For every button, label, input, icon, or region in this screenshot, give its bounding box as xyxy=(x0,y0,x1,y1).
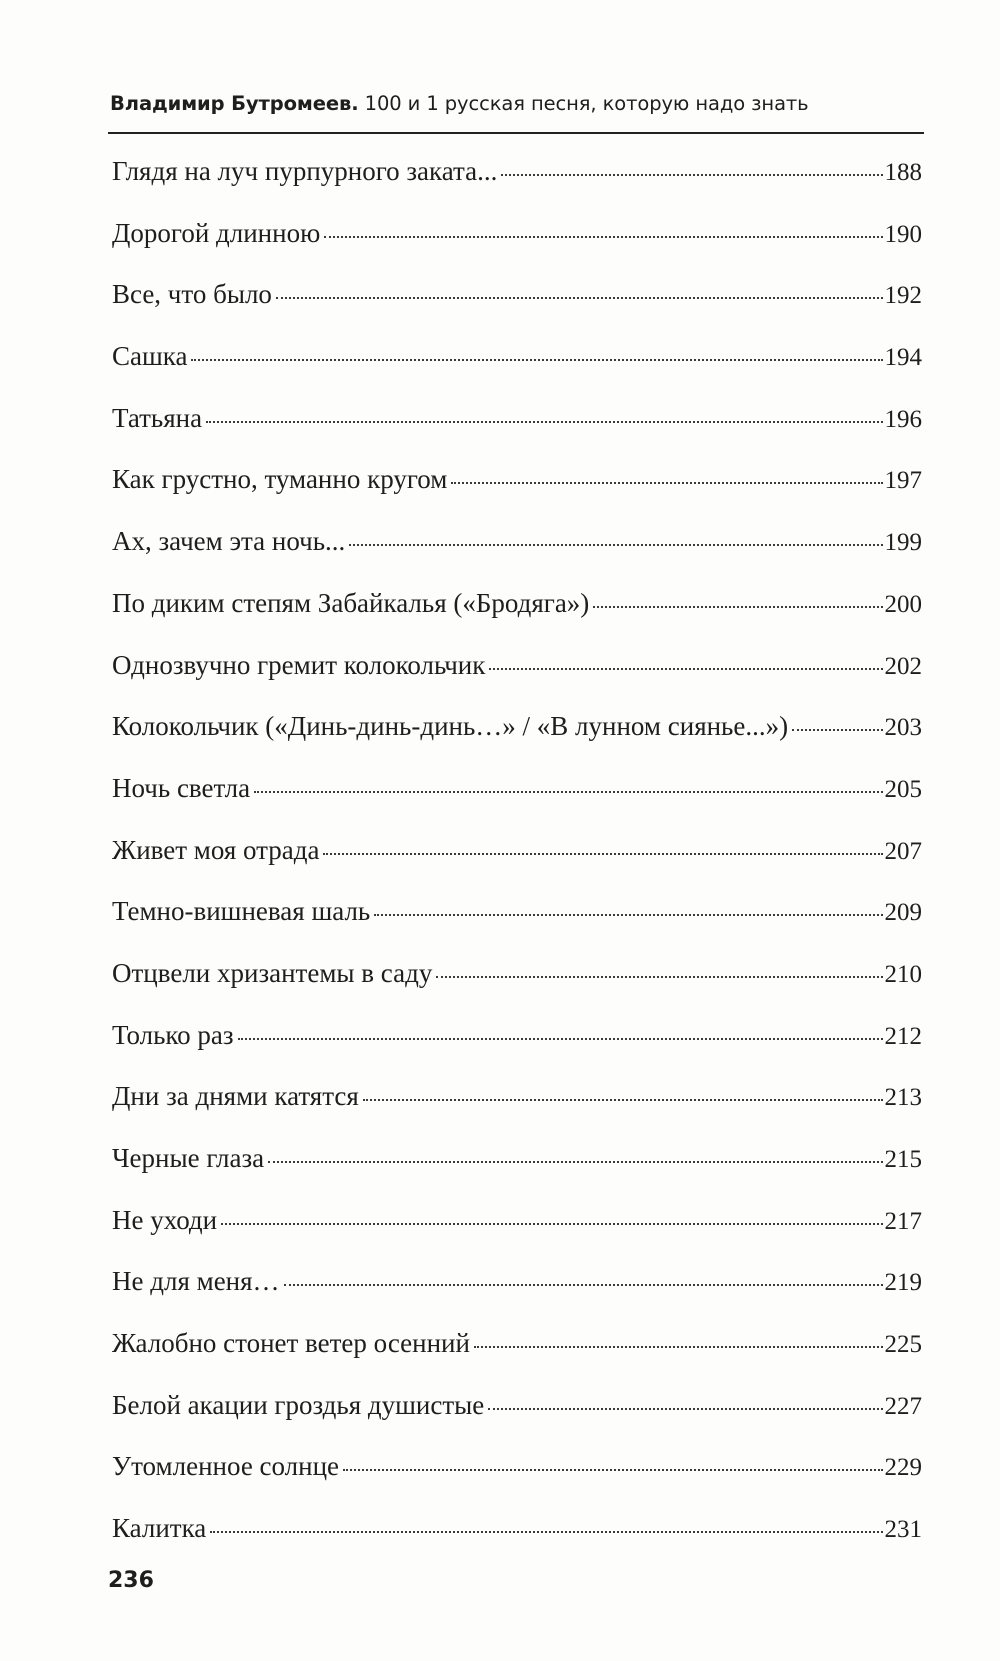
dot-leader xyxy=(343,1469,882,1471)
dot-leader xyxy=(206,421,882,423)
toc-entry xyxy=(112,583,922,645)
dot-leader xyxy=(489,668,882,670)
toc-entry-page: 197 xyxy=(884,467,922,495)
toc-entry xyxy=(112,1076,922,1138)
page-number: 236 xyxy=(108,1568,154,1593)
toc-entry-title: Темно-вишневая шаль xyxy=(112,896,371,927)
toc-entry xyxy=(112,521,922,583)
toc-entry-title: Отцвели хризантемы в саду xyxy=(112,957,433,988)
toc-entry-title: Колокольчик («Динь-динь-динь…» / «В лунном сиянье...») xyxy=(112,711,789,742)
toc-entry-page: 207 xyxy=(884,837,922,865)
header-rule xyxy=(108,132,924,134)
dot-leader xyxy=(284,1284,883,1286)
toc-entry-title: Черные глаза xyxy=(112,1143,265,1173)
toc-entry xyxy=(112,830,922,892)
toc-entry xyxy=(112,398,922,460)
toc-entry xyxy=(112,1508,922,1570)
toc-entry-page: 190 xyxy=(884,220,922,248)
toc-entry-title: Дни за днями катятся xyxy=(112,1081,359,1112)
dot-leader xyxy=(238,1038,883,1040)
dot-leader xyxy=(276,297,883,299)
toc-entry xyxy=(112,213,922,275)
toc-entry-title: Только раз xyxy=(112,1019,234,1050)
toc-entry-page: 196 xyxy=(884,405,922,433)
toc-entry-page: 209 xyxy=(884,899,922,927)
dot-leader xyxy=(191,359,882,361)
toc-entry-page: 194 xyxy=(884,344,922,372)
toc-entry xyxy=(112,151,922,213)
toc-entry xyxy=(112,459,922,521)
dot-leader xyxy=(451,482,882,484)
running-header xyxy=(110,92,809,115)
dot-leader xyxy=(488,1408,882,1410)
toc-entry-page: 203 xyxy=(884,714,922,742)
dot-leader xyxy=(324,236,882,238)
dot-leader xyxy=(593,606,882,608)
toc-entry xyxy=(112,1323,922,1385)
toc-entry xyxy=(112,1385,922,1447)
toc-entry-page: 188 xyxy=(884,159,922,186)
toc-entry-title: Живет моя отрада xyxy=(112,834,320,865)
toc-entry-title: Белой акации гроздья душистые xyxy=(112,1389,485,1420)
toc-entry-title: Ночь светла xyxy=(112,772,251,803)
dot-leader xyxy=(474,1346,883,1348)
toc-entry-page: 229 xyxy=(884,1454,922,1482)
toc-entry xyxy=(112,1446,922,1508)
toc-entry-title: Как грустно, туманно кругом xyxy=(112,464,448,495)
toc-entry-page: 210 xyxy=(884,960,922,988)
toc-entry-title: Не уходи xyxy=(112,1204,218,1235)
toc-entry xyxy=(112,768,922,830)
toc-entry xyxy=(112,953,922,1015)
dot-leader xyxy=(323,853,882,855)
dot-leader xyxy=(363,1099,883,1101)
dot-leader xyxy=(374,914,882,916)
dot-leader xyxy=(254,791,882,793)
toc-entry-title: Утомленное солнце xyxy=(112,1451,340,1482)
toc-entry-page: 205 xyxy=(884,775,922,803)
toc-entry-title: Не для меня… xyxy=(112,1266,280,1297)
toc-entry xyxy=(112,645,922,707)
toc-entry-page: 225 xyxy=(884,1331,922,1359)
toc-entry-title: Татьяна xyxy=(112,402,203,433)
dot-leader xyxy=(792,729,882,731)
toc-entry-title: Однозвучно гремит колокольчик xyxy=(112,649,486,680)
toc-entry xyxy=(112,274,922,336)
toc-entry xyxy=(112,891,922,953)
table-of-contents xyxy=(112,151,922,1570)
toc-entry xyxy=(112,1138,922,1200)
toc-entry-page: 219 xyxy=(884,1269,922,1297)
toc-entry xyxy=(112,1200,922,1262)
dot-leader xyxy=(210,1531,882,1533)
dot-leader xyxy=(221,1223,882,1225)
toc-entry-page: 199 xyxy=(884,529,922,557)
toc-entry-title: По диким степям Забайкалья («Бродяга») xyxy=(112,587,590,618)
toc-entry-page: 227 xyxy=(884,1392,922,1420)
toc-entry-page: 215 xyxy=(884,1146,922,1173)
dot-leader xyxy=(268,1161,882,1163)
header-author: Владимир Бутромеев. xyxy=(110,92,359,115)
toc-entry-title: Дорогой длинною xyxy=(112,217,321,248)
header-book-title: 100 и 1 русская песня, которую надо знать xyxy=(364,92,809,115)
toc-entry xyxy=(112,1015,922,1077)
toc-entry-page: 213 xyxy=(884,1084,922,1112)
toc-entry-title: Сашка xyxy=(112,341,188,372)
dot-leader xyxy=(436,976,882,978)
toc-entry xyxy=(112,1261,922,1323)
dot-leader xyxy=(501,174,882,176)
toc-entry xyxy=(112,706,922,768)
toc-entry-page: 202 xyxy=(884,652,922,680)
toc-entry-title: Все, что было xyxy=(112,279,272,310)
dot-leader xyxy=(349,544,882,546)
toc-entry-page: 200 xyxy=(884,590,922,618)
toc-entry-page: 231 xyxy=(884,1516,922,1544)
toc-entry-title: Глядя на луч пурпурного заката... xyxy=(112,156,498,186)
toc-entry-page: 217 xyxy=(884,1207,922,1235)
toc-entry-title: Калитка xyxy=(112,1513,207,1544)
toc-entry-page: 192 xyxy=(884,282,922,310)
toc-entry-title: Жалобно стонет ветер осенний xyxy=(112,1328,470,1359)
toc-entry-title: Ах, зачем эта ночь... xyxy=(112,526,346,557)
toc-entry xyxy=(112,336,922,398)
toc-entry-page: 212 xyxy=(884,1022,922,1050)
